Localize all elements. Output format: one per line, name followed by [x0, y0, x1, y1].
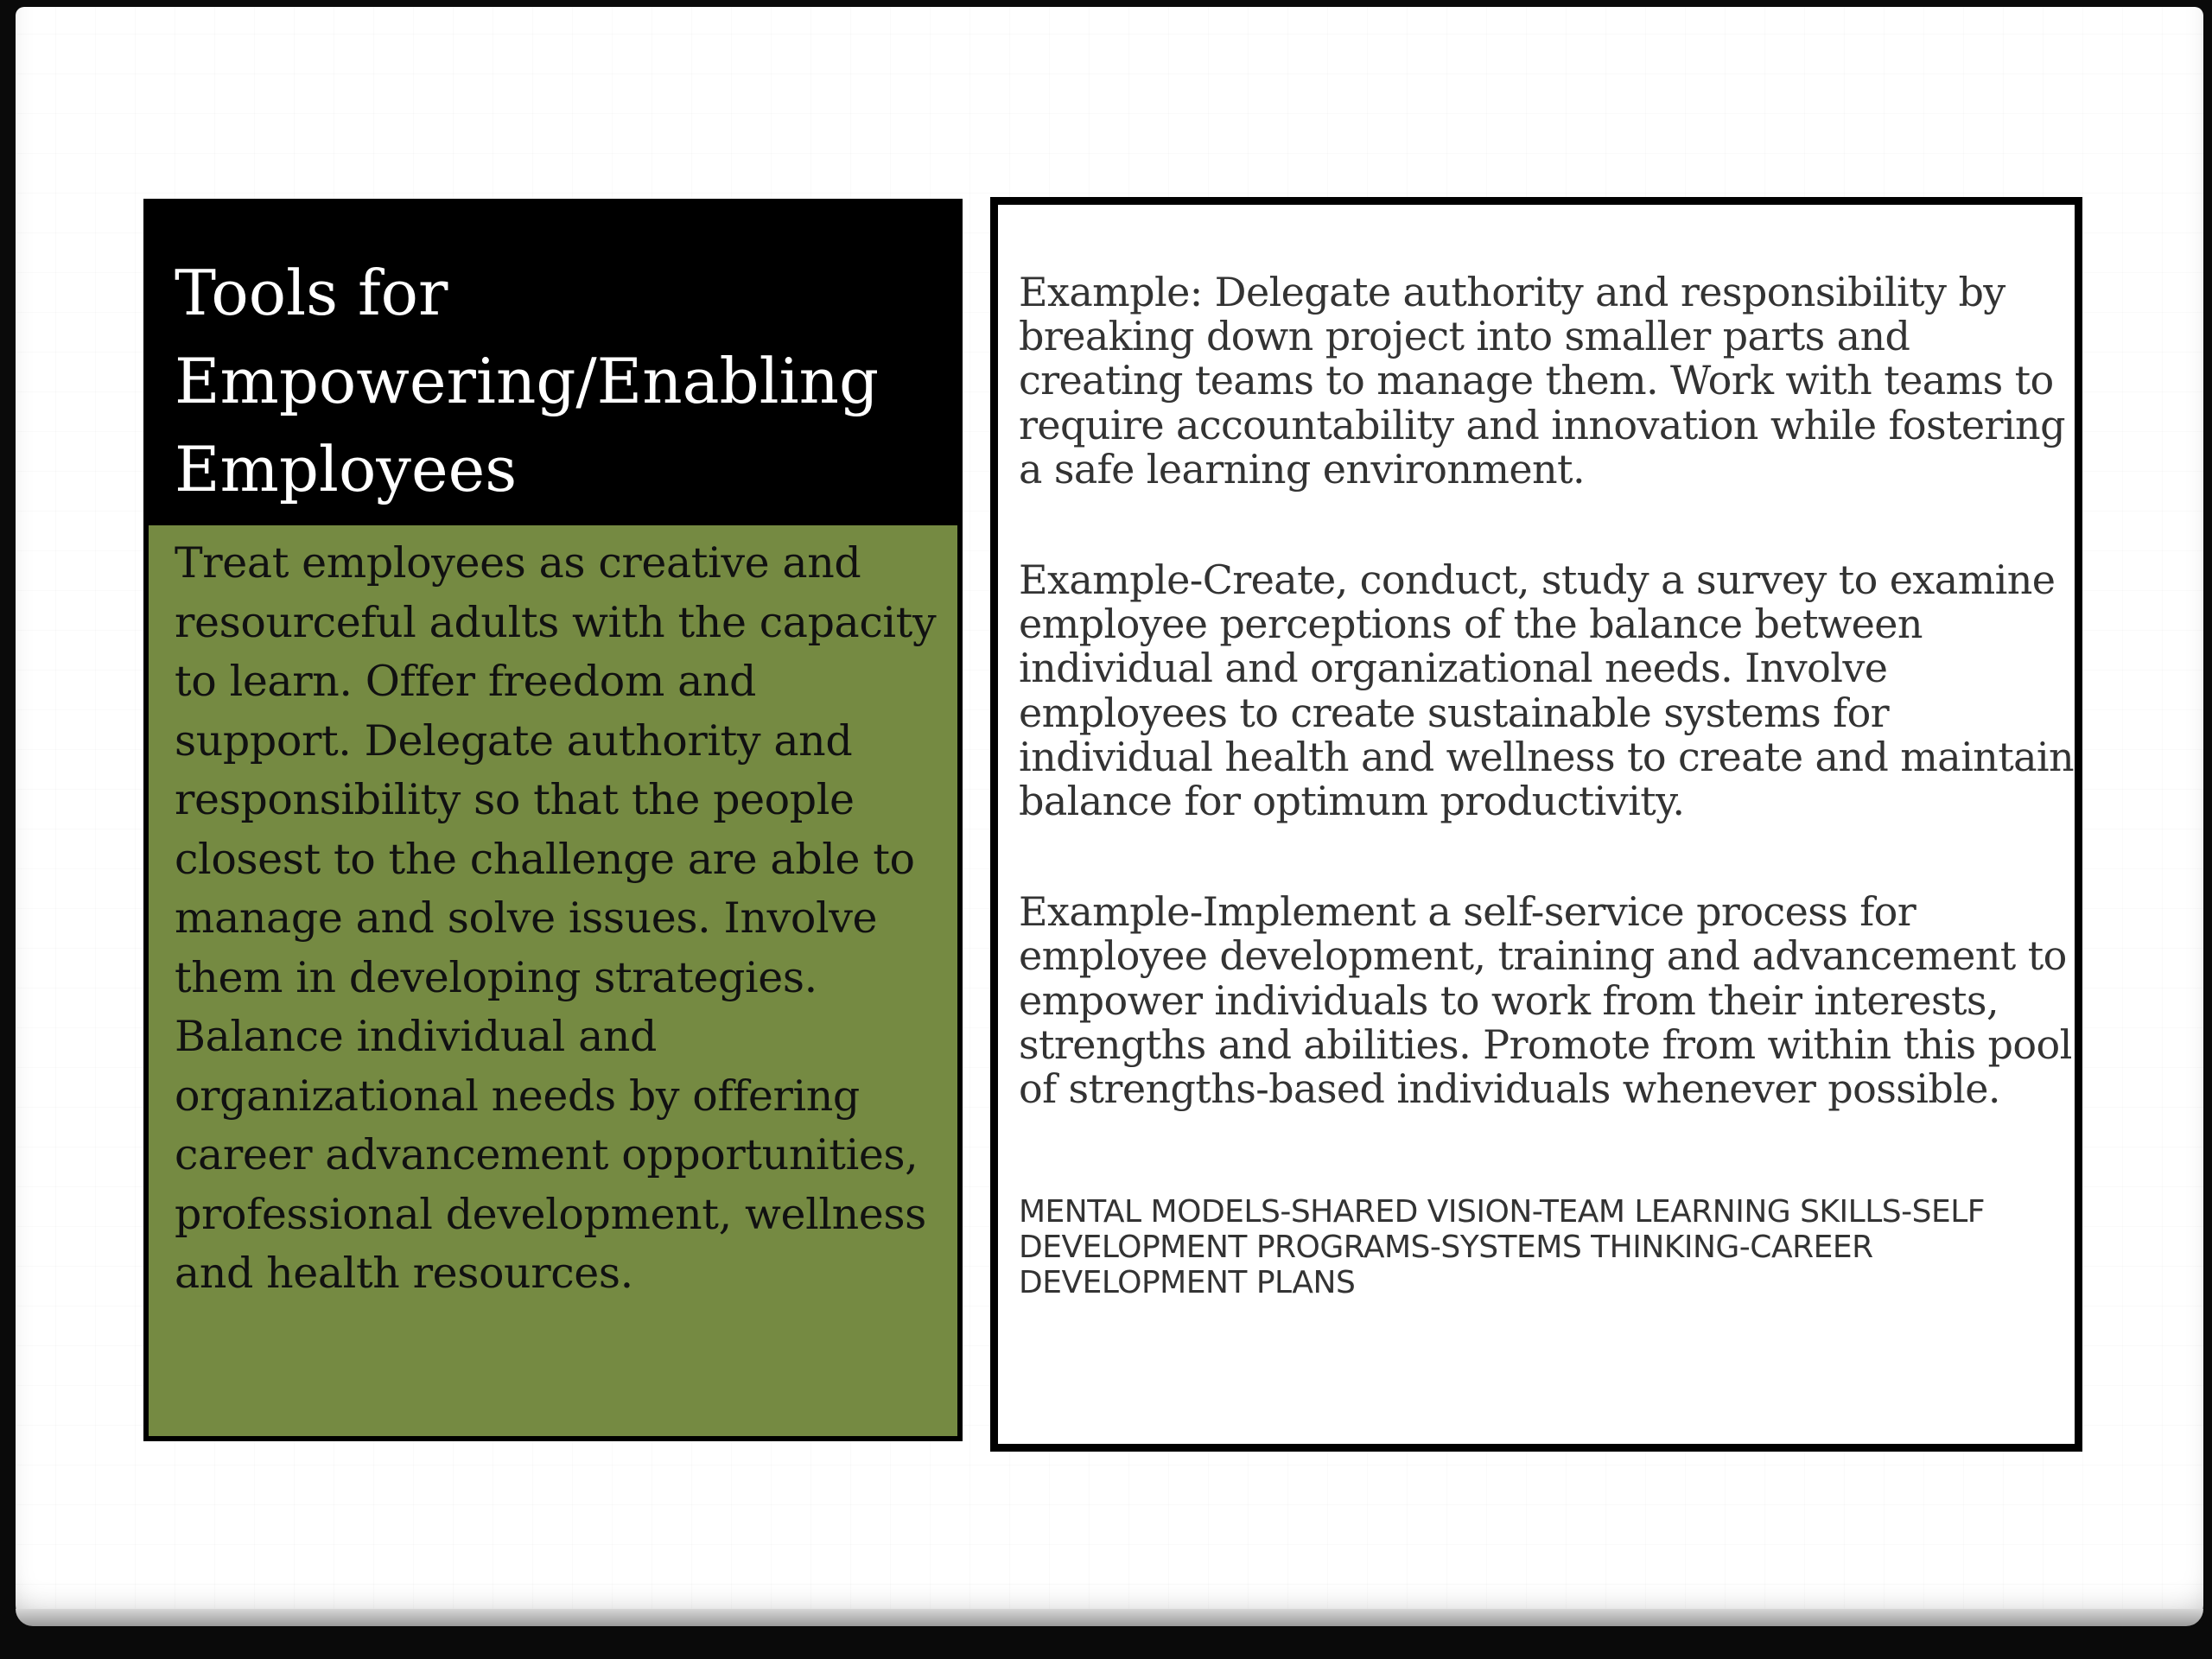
disciplines-footer: MENTAL MODELS-SHARED VISION-TEAM LEARNING SKILLS-SELF DEVELOPMENT PROGRAMS-SYSTEMS THINKING-CAREER DEVELOPMENT PLANS [1019, 1194, 1985, 1301]
slide-body-text: Treat employees as creative and resourceful adults with the capacity to learn. Offer freedom and support. Delegate authority and responsibility so that the people closest to the challenge are able to manage and solve issues. Involve them in developing strategies. Balance individual and organizational needs by offering career advancement opportunities, professional development, wellness and health resources. [175, 538, 937, 1298]
slide-bottom-edge [16, 1609, 2203, 1626]
example-self-service: Example-Implement a self-service process for employee development, training and advancement to empower individuals to work from their interests, strengths and abilities. Promote from within this pool of strengths-based individuals whenever possible. [1019, 888, 2072, 1113]
example-delegate: Example: Delegate authority and responsibility by breaking down project into smaller parts and creating teams to manage them. Work with teams to require accountability and innovation while fostering a safe learning environment. [1019, 269, 2065, 493]
slide-title: Tools for Empowering/Enabling Employees [149, 204, 957, 525]
examples-content [1019, 270, 2075, 1300]
example-survey: Example-Create, conduct, study a survey to examine employee perceptions of the balance between individual and organizational needs. Involve employees to create sustainable systems for individual health and wellness to create and maintain balance for optimum productivity. [1019, 556, 2075, 825]
left-panel [143, 199, 963, 1441]
examples-panel [990, 197, 2082, 1452]
